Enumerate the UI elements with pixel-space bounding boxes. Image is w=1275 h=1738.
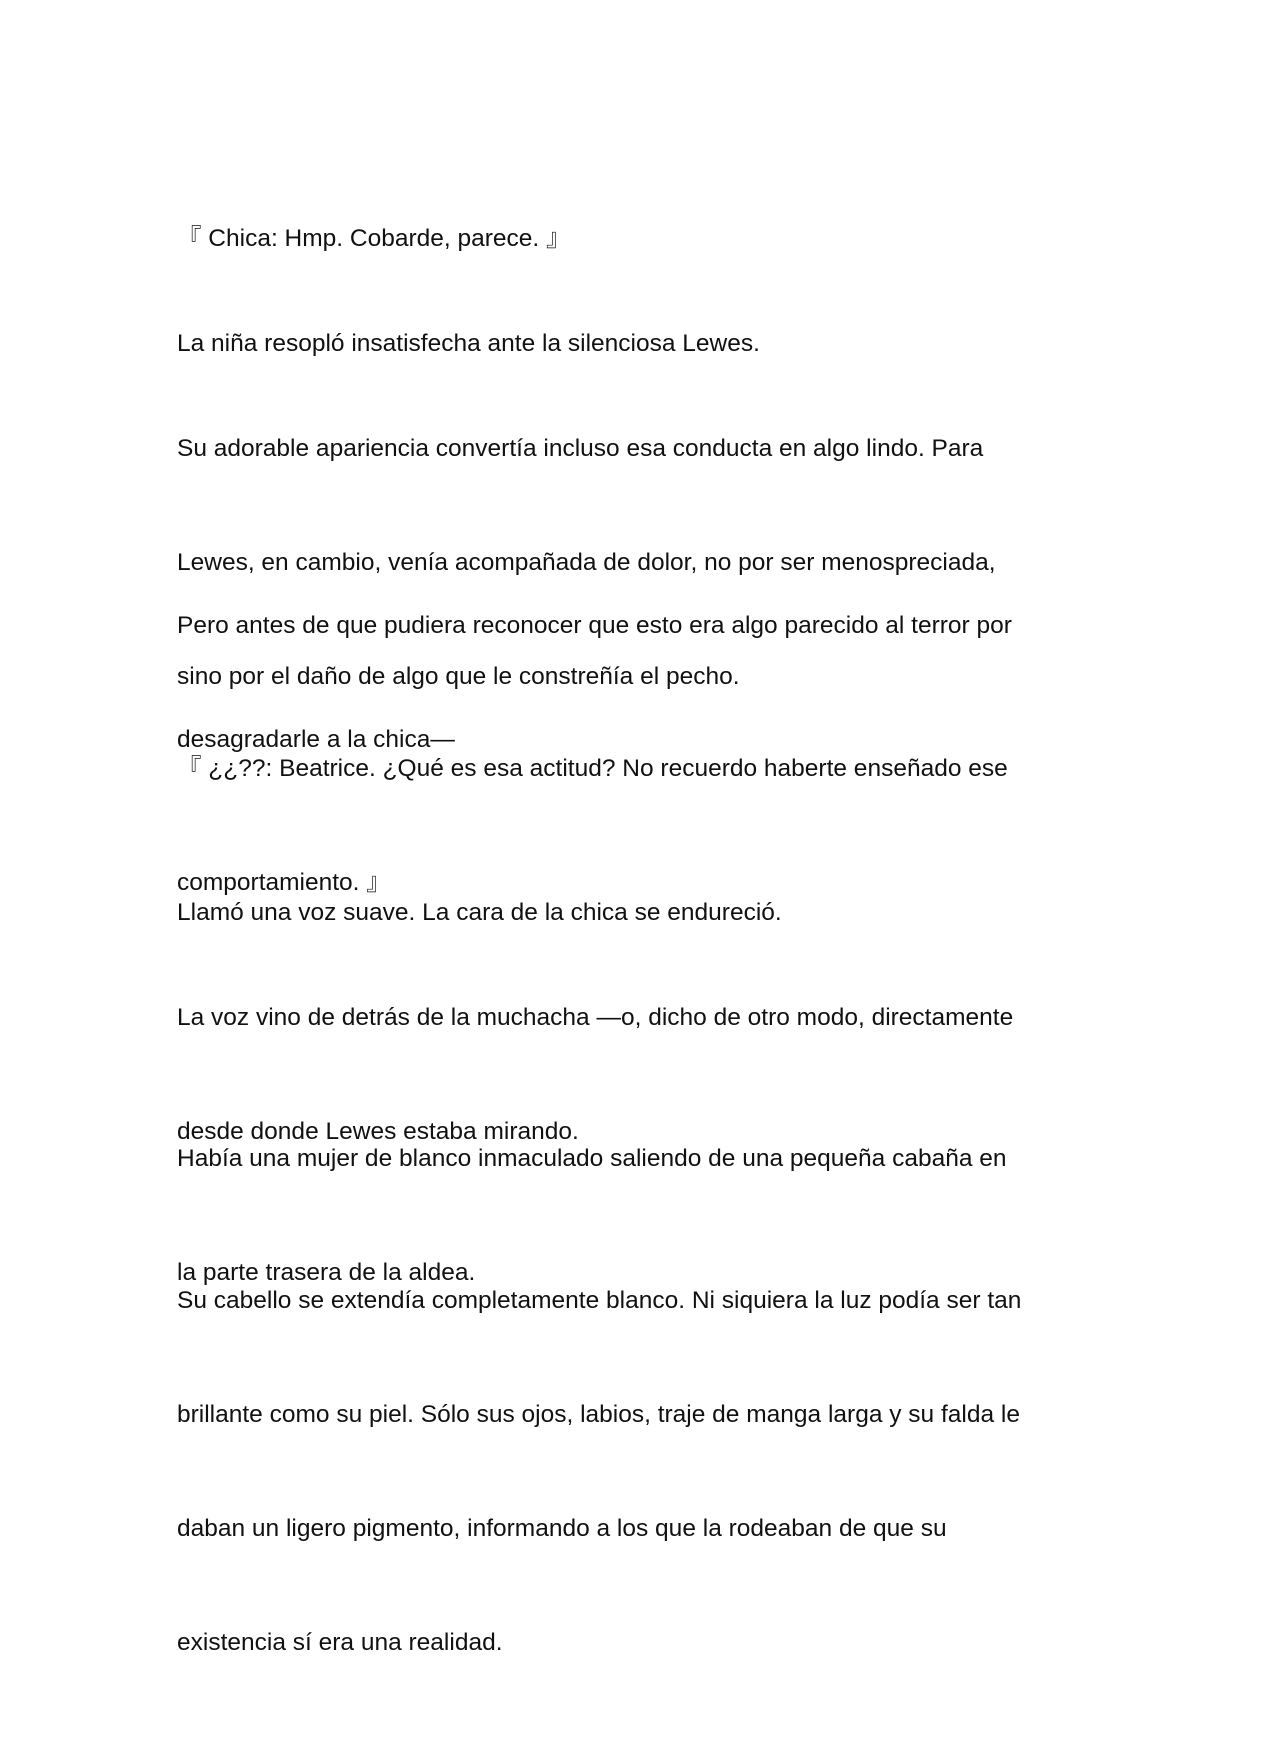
text-line: comportamiento. 』 <box>177 869 391 896</box>
text-line: Lewes, en cambio, venía acompañada de dolor, no por ser menospreciada, <box>177 549 996 576</box>
text-line: Su adorable apariencia convertía incluso esa conducta en algo lindo. Para <box>177 435 984 462</box>
text-line: brillante como su piel. Sólo sus ojos, labios, traje de manga larga y su falda le <box>177 1401 1020 1428</box>
text-line: daban un ligero pigmento, informando a los que la rodeaban de que su <box>177 1515 947 1542</box>
text-line: Había una mujer de blanco inmaculado saliendo de una pequeña cabaña en <box>177 1145 1007 1172</box>
text-line: 『 Chica: Hmp. Cobarde, parece. 』 <box>177 225 571 252</box>
text-line: La niña resopló insatisfecha ante la silenciosa Lewes. <box>177 330 760 357</box>
text-line: la parte trasera de la aldea. <box>177 1259 476 1286</box>
text-line: La voz vino de detrás de la muchacha —o, dicho de otro modo, directamente <box>177 1004 1014 1031</box>
text-line: 『 ¿¿??: Beatrice. ¿Qué es esa actitud? No recuerdo haberte enseñado ese <box>177 755 1008 782</box>
paragraph-cabello-blanco <box>177 1206 1107 1738</box>
text-line: Llamó una voz suave. La cara de la chica se endureció. <box>177 899 782 926</box>
text-line: Pero antes de que pudiera reconocer que esto era algo parecido al terror por <box>177 612 1012 639</box>
text-line: desagradarle a la chica— <box>177 726 455 753</box>
text-line: sino por el daño de algo que le constreñía el pecho. <box>177 663 740 690</box>
text-line: desde donde Lewes estaba mirando. <box>177 1118 579 1145</box>
text-line: Su cabello se extendía completamente blanco. Ni siquiera la luz podía ser tan <box>177 1287 1022 1314</box>
text-line: existencia sí era una realidad. <box>177 1629 503 1656</box>
